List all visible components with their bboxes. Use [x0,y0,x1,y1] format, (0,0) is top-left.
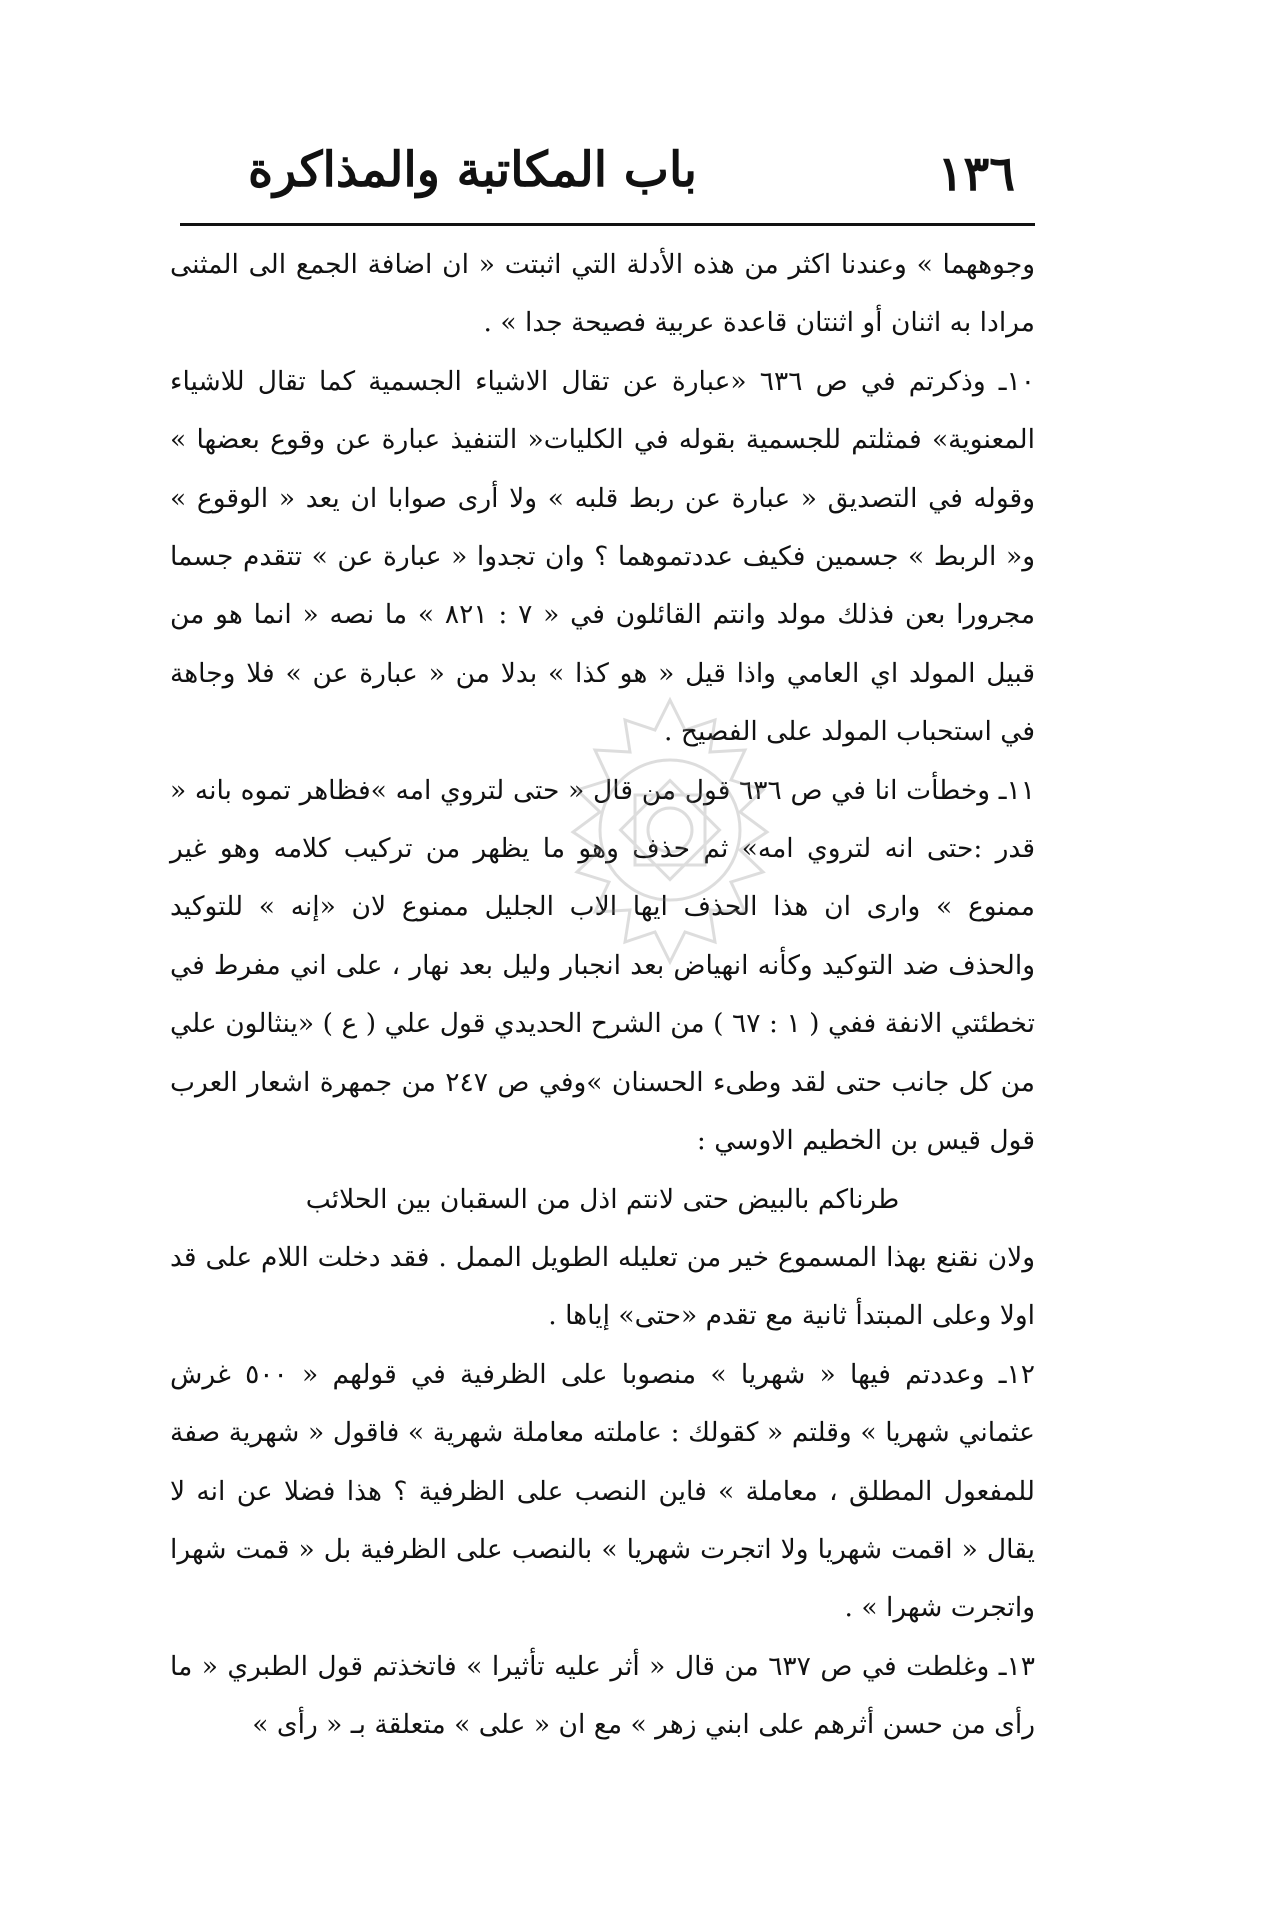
page-header [160,120,1045,212]
body-text [170,236,1035,1755]
running-title: باب المكاتبة والمذاكرة [248,142,697,198]
paragraph: ١٠ـ وذكرتم في ص ٦٣٦ «عبارة عن تقال الاشياء الجسمية كما تقال للاشياء المعنوية» فمثلتم للجسمية بقوله في الكليات« التنفيذ عبارة عن وقوع بعضها » وقوله في التصديق « عبارة عن ربط قلبه » ولا أرى صوابا ان يعد « الوقوع » و« الربط » جسمين فكيف عددتموهما ؟ وان تجدوا « عبارة عن » تتقدم جسما مجرورا بعن فذلك مولد وانتم القائلون في « ٧ : ٨٢١ » ما نصه « انما هو من قبيل المولد اي العامي واذا قيل « هو كذا » بدلا من « عبارة عن » فلا وجاهة في استحباب المولد على الفصيح . [170,365,1036,748]
paragraph: ولان نقنع بهذا المسموع خير من تعليله الطويل الممل . فقد دخلت اللام على قد اولا وعلى المبتدأ ثانية مع تقدم «حتى» إياها . [170,1241,1035,1332]
page-number: ١٣٦ [937,146,1015,202]
verse-line: طرناكم بالبيض حتى لانتم اذل من السقبان بين الحلائب [305,1183,900,1215]
paragraph: ١١ـ وخطأت انا في ص ٦٣٦ قول من قال « حتى لتروي امه »فظاهر تموه بانه « قدر :حتى انه لتروي امه» ثم حذف وهو ما يظهر من تركيب كلامه وهو غير ممنوع » وارى ان هذا الحذف ايها الاب الجليل ممنوع لان «إنه » للتوكيد والحذف ضد التوكيد وكأنه انهياض بعد انجبار وليل بعد نهار ، على اني مفرط في تخطئتي الانفة ففي ( ١ : ٦٧ ) من الشرح الحديدي قول علي ( ع ) «ينثالون علي من كل جانب حتى لقد وطىء الحسنان »وفي ص ٢٤٧ من جمهرة اشعار العرب قول قيس بن الخطيم الاوسي : [170,774,1036,1157]
paragraph: ١٢ـ وعددتم فيها « شهريا » منصوبا على الظرفية في قولهم « ٥٠٠ غرش عثماني شهريا » وقلتم « كقولك : عاملته معاملة شهرية » فاقول « شهرية صفة للمفعول المطلق ، معاملة » فاين النصب على الظرفية ؟ هذا فضلا عن انه لا يقال « اقمت شهريا ولا اتجرت شهريا » بالنصب على الظرفية بل « قمت شهرا واتجرت شهرا » . [170,1358,1035,1624]
header-rule [180,223,1035,226]
document-page [160,120,1045,1760]
paragraph: ١٣ـ وغلطت في ص ٦٣٧ من قال « أثر عليه تأثيرا » فاتخذتم قول الطبري « ما رأى من حسن أثرهم على ابني زهر » مع ان « على » متعلقة بـ « رأى » [170,1650,1035,1741]
paragraph: وجوههما » وعندنا اكثر من هذه الأدلة التي اثبتت « ان اضافة الجمع الى المثنى مرادا به اثنان أو اثنتان قاعدة عربية فصيحة جدا » . [170,249,1035,339]
